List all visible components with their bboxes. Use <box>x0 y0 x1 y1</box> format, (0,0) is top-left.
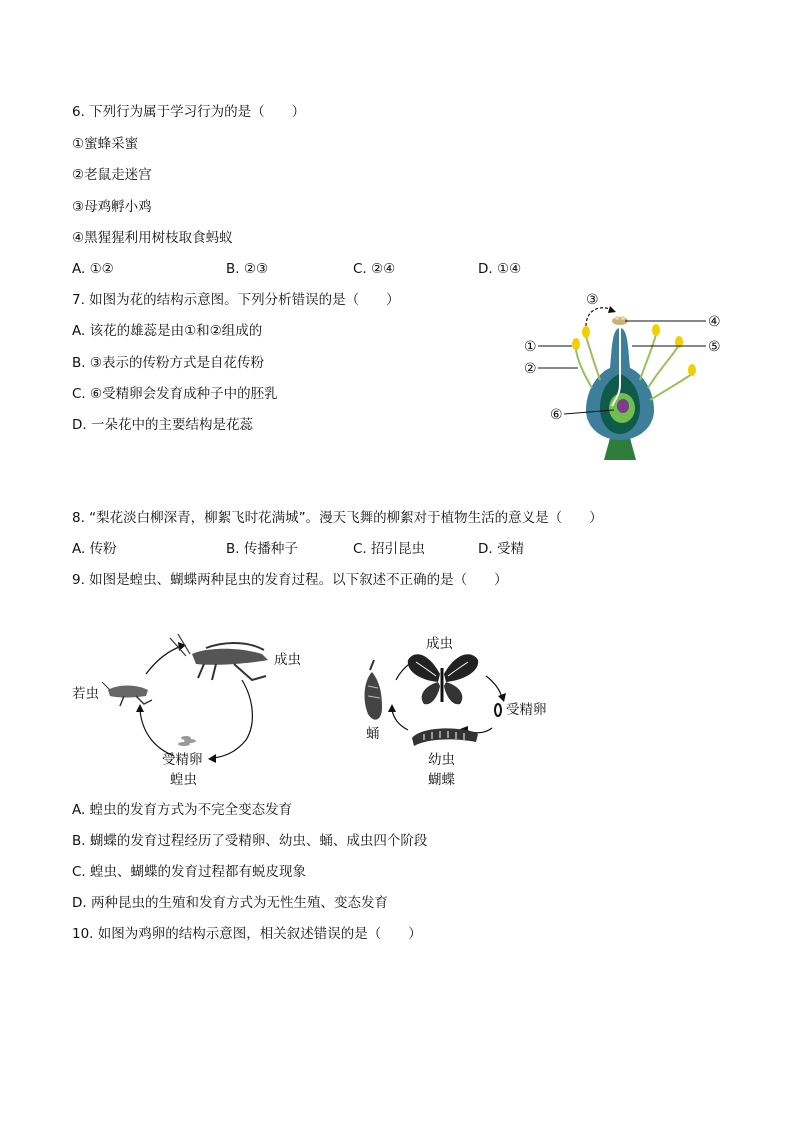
locust-label-adult: 成虫 <box>274 652 301 668</box>
label-2: ② <box>524 361 537 377</box>
q9-option-c: C. 蝗虫、蝴蝶的发育过程都有蜕皮现象 <box>72 864 307 880</box>
q7-option-a: A. 该花的雄蕊是由①和②组成的 <box>72 323 263 339</box>
q6-item-3: ③母鸡孵小鸡 <box>72 199 152 215</box>
q6-stem: 6. 下列行为属于学习行为的是（ ） <box>72 104 306 120</box>
label-5: ⑤ <box>708 339 721 355</box>
locust-label-egg: 受精卵 <box>162 752 203 768</box>
pollen-grain-1 <box>615 316 619 320</box>
q9-option-b: B. 蝴蝶的发育过程经历了受精卵、幼虫、蛹、成虫四个阶段 <box>72 833 428 849</box>
q6-item-1: ①蜜蜂采蜜 <box>72 136 139 152</box>
q7-stem: 7. 如图为花的结构示意图。下列分析错误的是（ ） <box>72 292 400 308</box>
butterfly-larva-icon <box>412 728 478 746</box>
q8-option-d: D. 受精 <box>478 541 524 557</box>
label-3: ③ <box>586 292 599 308</box>
q8-stem: 8. “梨花淡白柳深青，柳絮飞时花满城”。漫天飞舞的柳絮对于植物生活的意义是（ ） <box>72 510 603 526</box>
q9-option-a: A. 蝗虫的发育方式为不完全变态发育 <box>72 802 293 818</box>
embryo-sac <box>617 399 629 413</box>
pollination-arrow <box>586 308 612 326</box>
q7-option-d: D. 一朵花中的主要结构是花蕊 <box>72 417 253 433</box>
q8-option-a: A. 传粉 <box>72 541 117 557</box>
butterfly-egg-icon <box>495 704 501 716</box>
label-1: ① <box>524 339 537 355</box>
butterfly-label-egg: 受精卵 <box>506 702 547 718</box>
q6-option-a: A. ①② <box>72 261 114 277</box>
locust-life-cycle-diagram <box>66 624 316 792</box>
q6-option-c: C. ②④ <box>353 261 396 277</box>
butterfly-label-pupa: 蛹 <box>366 726 380 742</box>
q9-stem: 9. 如图是蝗虫、蝴蝶两种昆虫的发育过程。以下叙述不正确的是（ ） <box>72 572 508 588</box>
q6-option-b: B. ②③ <box>226 261 269 277</box>
locust-egg-icon <box>178 736 196 746</box>
flower-structure-diagram <box>520 288 730 464</box>
q7-option-c: C. ⑥受精卵会发育成种子中的胚乳 <box>72 386 278 402</box>
q6-item-4: ④黑猩猩利用树枝取食蚂蚁 <box>72 230 233 246</box>
butterfly-pupa-icon <box>365 660 382 720</box>
butterfly-life-cycle-diagram <box>352 630 562 790</box>
locust-nymph-icon <box>102 682 152 706</box>
butterfly-label-adult: 成虫 <box>426 636 453 652</box>
q7-option-b: B. ③表示的传粉方式是自花传粉 <box>72 355 264 371</box>
q6-item-2: ②老鼠走迷宫 <box>72 167 152 183</box>
q10-stem: 10. 如图为鸡卵的结构示意图，相关叙述错误的是（ ） <box>72 926 422 942</box>
butterfly-name: 蝴蝶 <box>428 772 455 788</box>
pollen-grain-2 <box>621 316 625 320</box>
butterfly-adult-icon <box>408 654 478 704</box>
q8-option-b: B. 传播种子 <box>226 541 298 557</box>
butterfly-label-larva: 幼虫 <box>428 752 455 768</box>
locust-label-nymph: 若虫 <box>72 686 99 702</box>
label-6: ⑥ <box>550 407 563 423</box>
pollination-arrowhead <box>608 306 616 313</box>
locust-name: 蝗虫 <box>170 772 197 788</box>
label-4: ④ <box>708 314 721 330</box>
flower-stem <box>604 438 636 460</box>
locust-adult-icon <box>170 634 268 680</box>
q8-option-c: C. 招引昆虫 <box>353 541 426 557</box>
q9-option-d: D. 两种昆虫的生殖和发育方式为无性生殖、变态发育 <box>72 895 388 911</box>
q6-option-d: D. ①④ <box>478 261 522 277</box>
